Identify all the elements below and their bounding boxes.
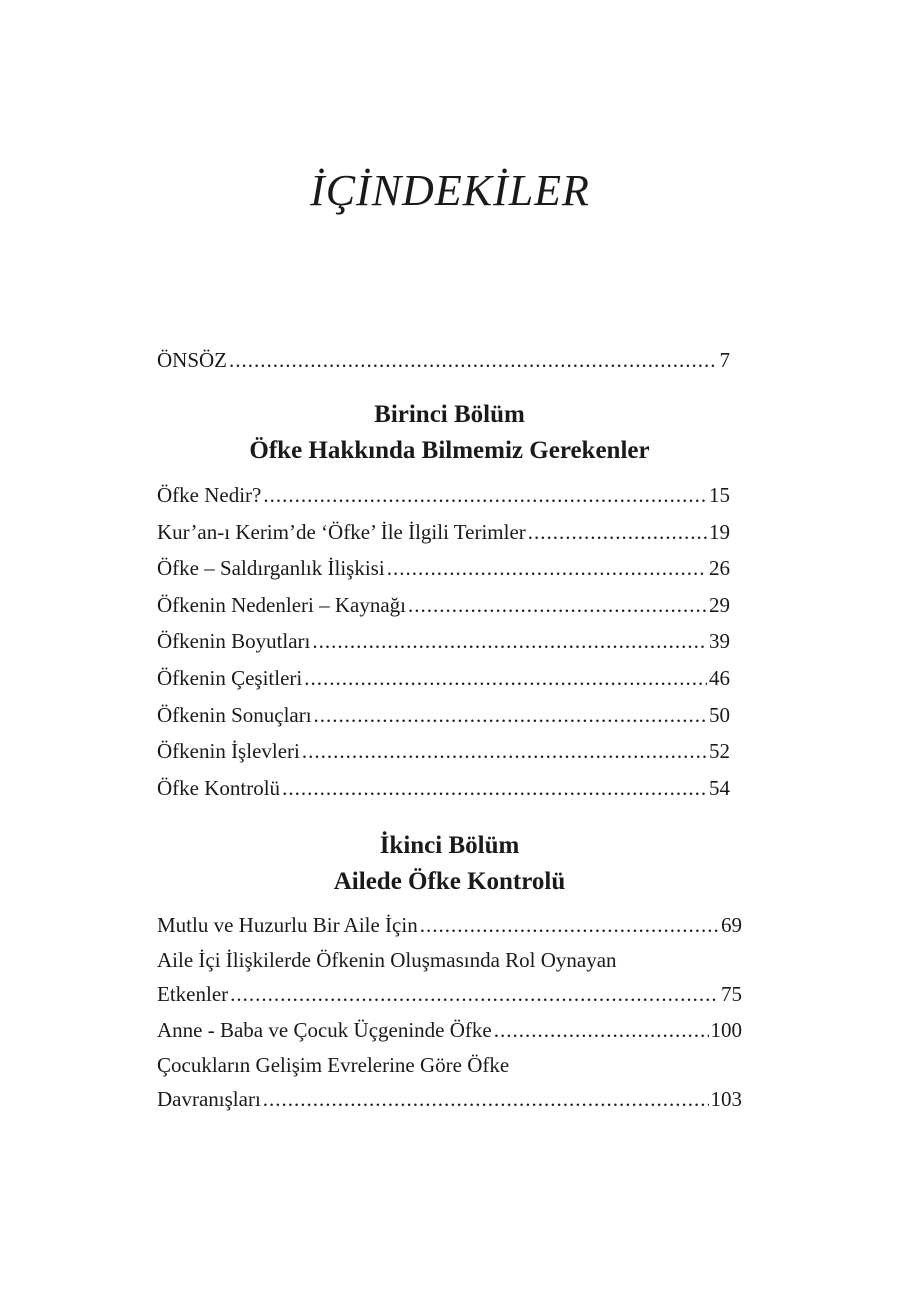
toc-entry-label-line: Çocukların Gelişim Evrelerine Göre Öfke (157, 1052, 510, 1077)
toc-entry (157, 477, 730, 514)
toc-section-1 (157, 477, 730, 806)
toc-entry-label: Anne - Baba ve Çocuk Üçgeninde Öfke (157, 1018, 492, 1043)
toc-entry-label: Öfkenin Sonuçları (157, 702, 312, 727)
toc-entry-page: 26 (709, 556, 730, 581)
leader-dots (528, 514, 707, 551)
toc-entry-label: Öfkenin Çeşitleri (157, 665, 303, 690)
leader-dots (230, 976, 719, 1013)
page-title: İÇİNDEKİLER (310, 166, 590, 215)
toc-entry-label: Öfke Nedir? (157, 483, 262, 507)
leader-dots (420, 907, 719, 944)
section-heading (157, 397, 742, 469)
section-heading (157, 828, 742, 900)
toc-entry-page: 100 (710, 1018, 742, 1043)
leader-dots (494, 1012, 709, 1049)
toc-entry-page: 50 (709, 702, 730, 727)
toc-entry-page: 52 (709, 739, 730, 764)
leader-dots (229, 342, 717, 379)
toc-entry-line (157, 1049, 742, 1081)
toc-entry (157, 550, 730, 587)
toc-entry-page: 15 (709, 483, 730, 507)
leader-dots (282, 770, 707, 807)
toc-entry-page: 46 (709, 665, 730, 690)
toc-entry (157, 1012, 742, 1049)
toc-entry-page: 19 (709, 519, 730, 544)
toc-entry (157, 623, 730, 660)
leader-dots (387, 550, 707, 587)
toc-entry-label: ÖNSÖZ (157, 348, 228, 372)
toc-entry-page: 103 (710, 1086, 742, 1111)
toc-entry (157, 660, 730, 697)
toc-entry-label: Kur’an-ı Kerim’de ‘Öfke’ İle İlgili Terimler (157, 519, 526, 544)
toc-entry (157, 770, 730, 807)
toc-entry (157, 976, 742, 1013)
toc-entry-label: Öfke – Saldırganlık İlişkisi (157, 556, 385, 581)
leader-dots (302, 733, 707, 770)
toc-entry-page: 7 (719, 348, 730, 372)
toc-entry-label: Mutlu ve Huzurlu Bir Aile İçin (157, 913, 418, 937)
leader-dots (408, 587, 707, 624)
leader-dots (263, 477, 707, 514)
toc-entry-page: 39 (709, 629, 730, 654)
toc-entry-page: 54 (709, 775, 730, 800)
toc-entry (157, 514, 730, 551)
leader-dots (314, 697, 707, 734)
toc-preface (157, 342, 730, 379)
section-title: Öfke Hakkında Bilmemiz Gerekenler (249, 437, 650, 464)
toc-entry-label: Etkenler (157, 981, 229, 1006)
toc-entry-label: Davranışları (157, 1086, 261, 1111)
section-number: İkinci Bölüm (379, 832, 520, 859)
toc-section-2 (157, 907, 742, 1117)
toc-entry (157, 907, 742, 944)
toc-entry (157, 342, 730, 379)
toc-entry-label: Öfkenin Nedenleri – Kaynağı (157, 592, 406, 617)
leader-dots (304, 660, 707, 697)
toc-entry (157, 1081, 742, 1118)
section-number: Birinci Bölüm (374, 401, 525, 428)
toc-entry-page: 75 (721, 981, 742, 1006)
toc-entry-label-line: Aile İçi İlişkilerde Öfkenin Oluşmasında Rol Oynayan (157, 947, 617, 972)
toc-entry-label: Öfkenin Boyutları (157, 629, 311, 654)
leader-dots (312, 623, 707, 660)
toc-entry-label: Öfkenin İşlevleri (157, 739, 300, 764)
toc-entry-line (157, 944, 742, 976)
toc-entry (157, 697, 730, 734)
toc-entry-page: 29 (709, 592, 730, 617)
toc-entry (157, 587, 730, 624)
toc-entry-page: 69 (721, 913, 742, 937)
section-title: Ailede Öfke Kontrolü (333, 868, 566, 895)
leader-dots (263, 1081, 709, 1118)
toc-entry-label: Öfke Kontrolü (157, 775, 281, 800)
toc-entry (157, 733, 730, 770)
